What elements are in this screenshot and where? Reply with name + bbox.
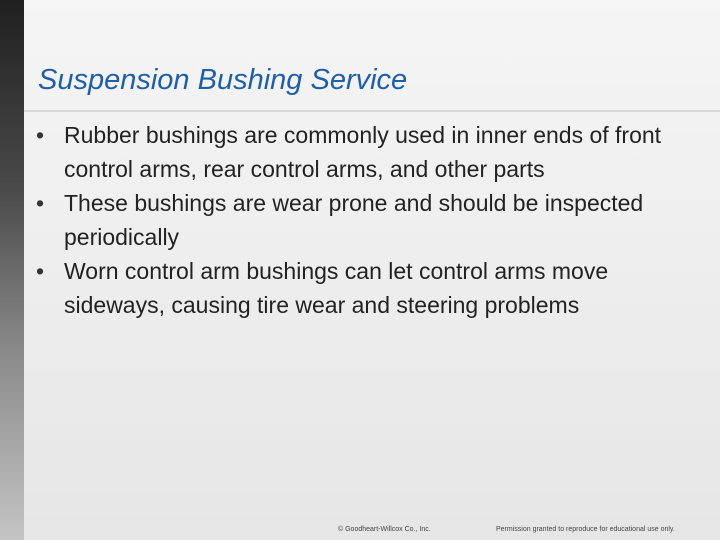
title-divider (24, 110, 720, 112)
bullet-text: Worn control arm bushings can let control arms move sideways, causing tire wear and steering problems (64, 258, 609, 318)
bullet-text: These bushings are wear prone and should be inspected periodically (64, 190, 644, 250)
bullet-marker: • (35, 258, 45, 284)
bullet-text: Rubber bushings are commonly used in inner ends of front control arms, rear control arms, and other parts (64, 122, 662, 182)
bullet-marker: • (35, 122, 45, 148)
bullet-item-3 (30, 254, 690, 322)
bullet-list (30, 118, 690, 322)
bullet-item-2 (30, 186, 690, 254)
copyright-footer: © Goodheart-Willcox Co., Inc. (338, 526, 431, 533)
permission-footer: Permission granted to reproduce for educational use only. (496, 526, 675, 533)
bullet-item-1 (30, 118, 690, 186)
bullet-marker: • (35, 190, 45, 216)
slide-title: Suspension Bushing Service (38, 64, 408, 96)
left-decorative-band (0, 0, 24, 540)
